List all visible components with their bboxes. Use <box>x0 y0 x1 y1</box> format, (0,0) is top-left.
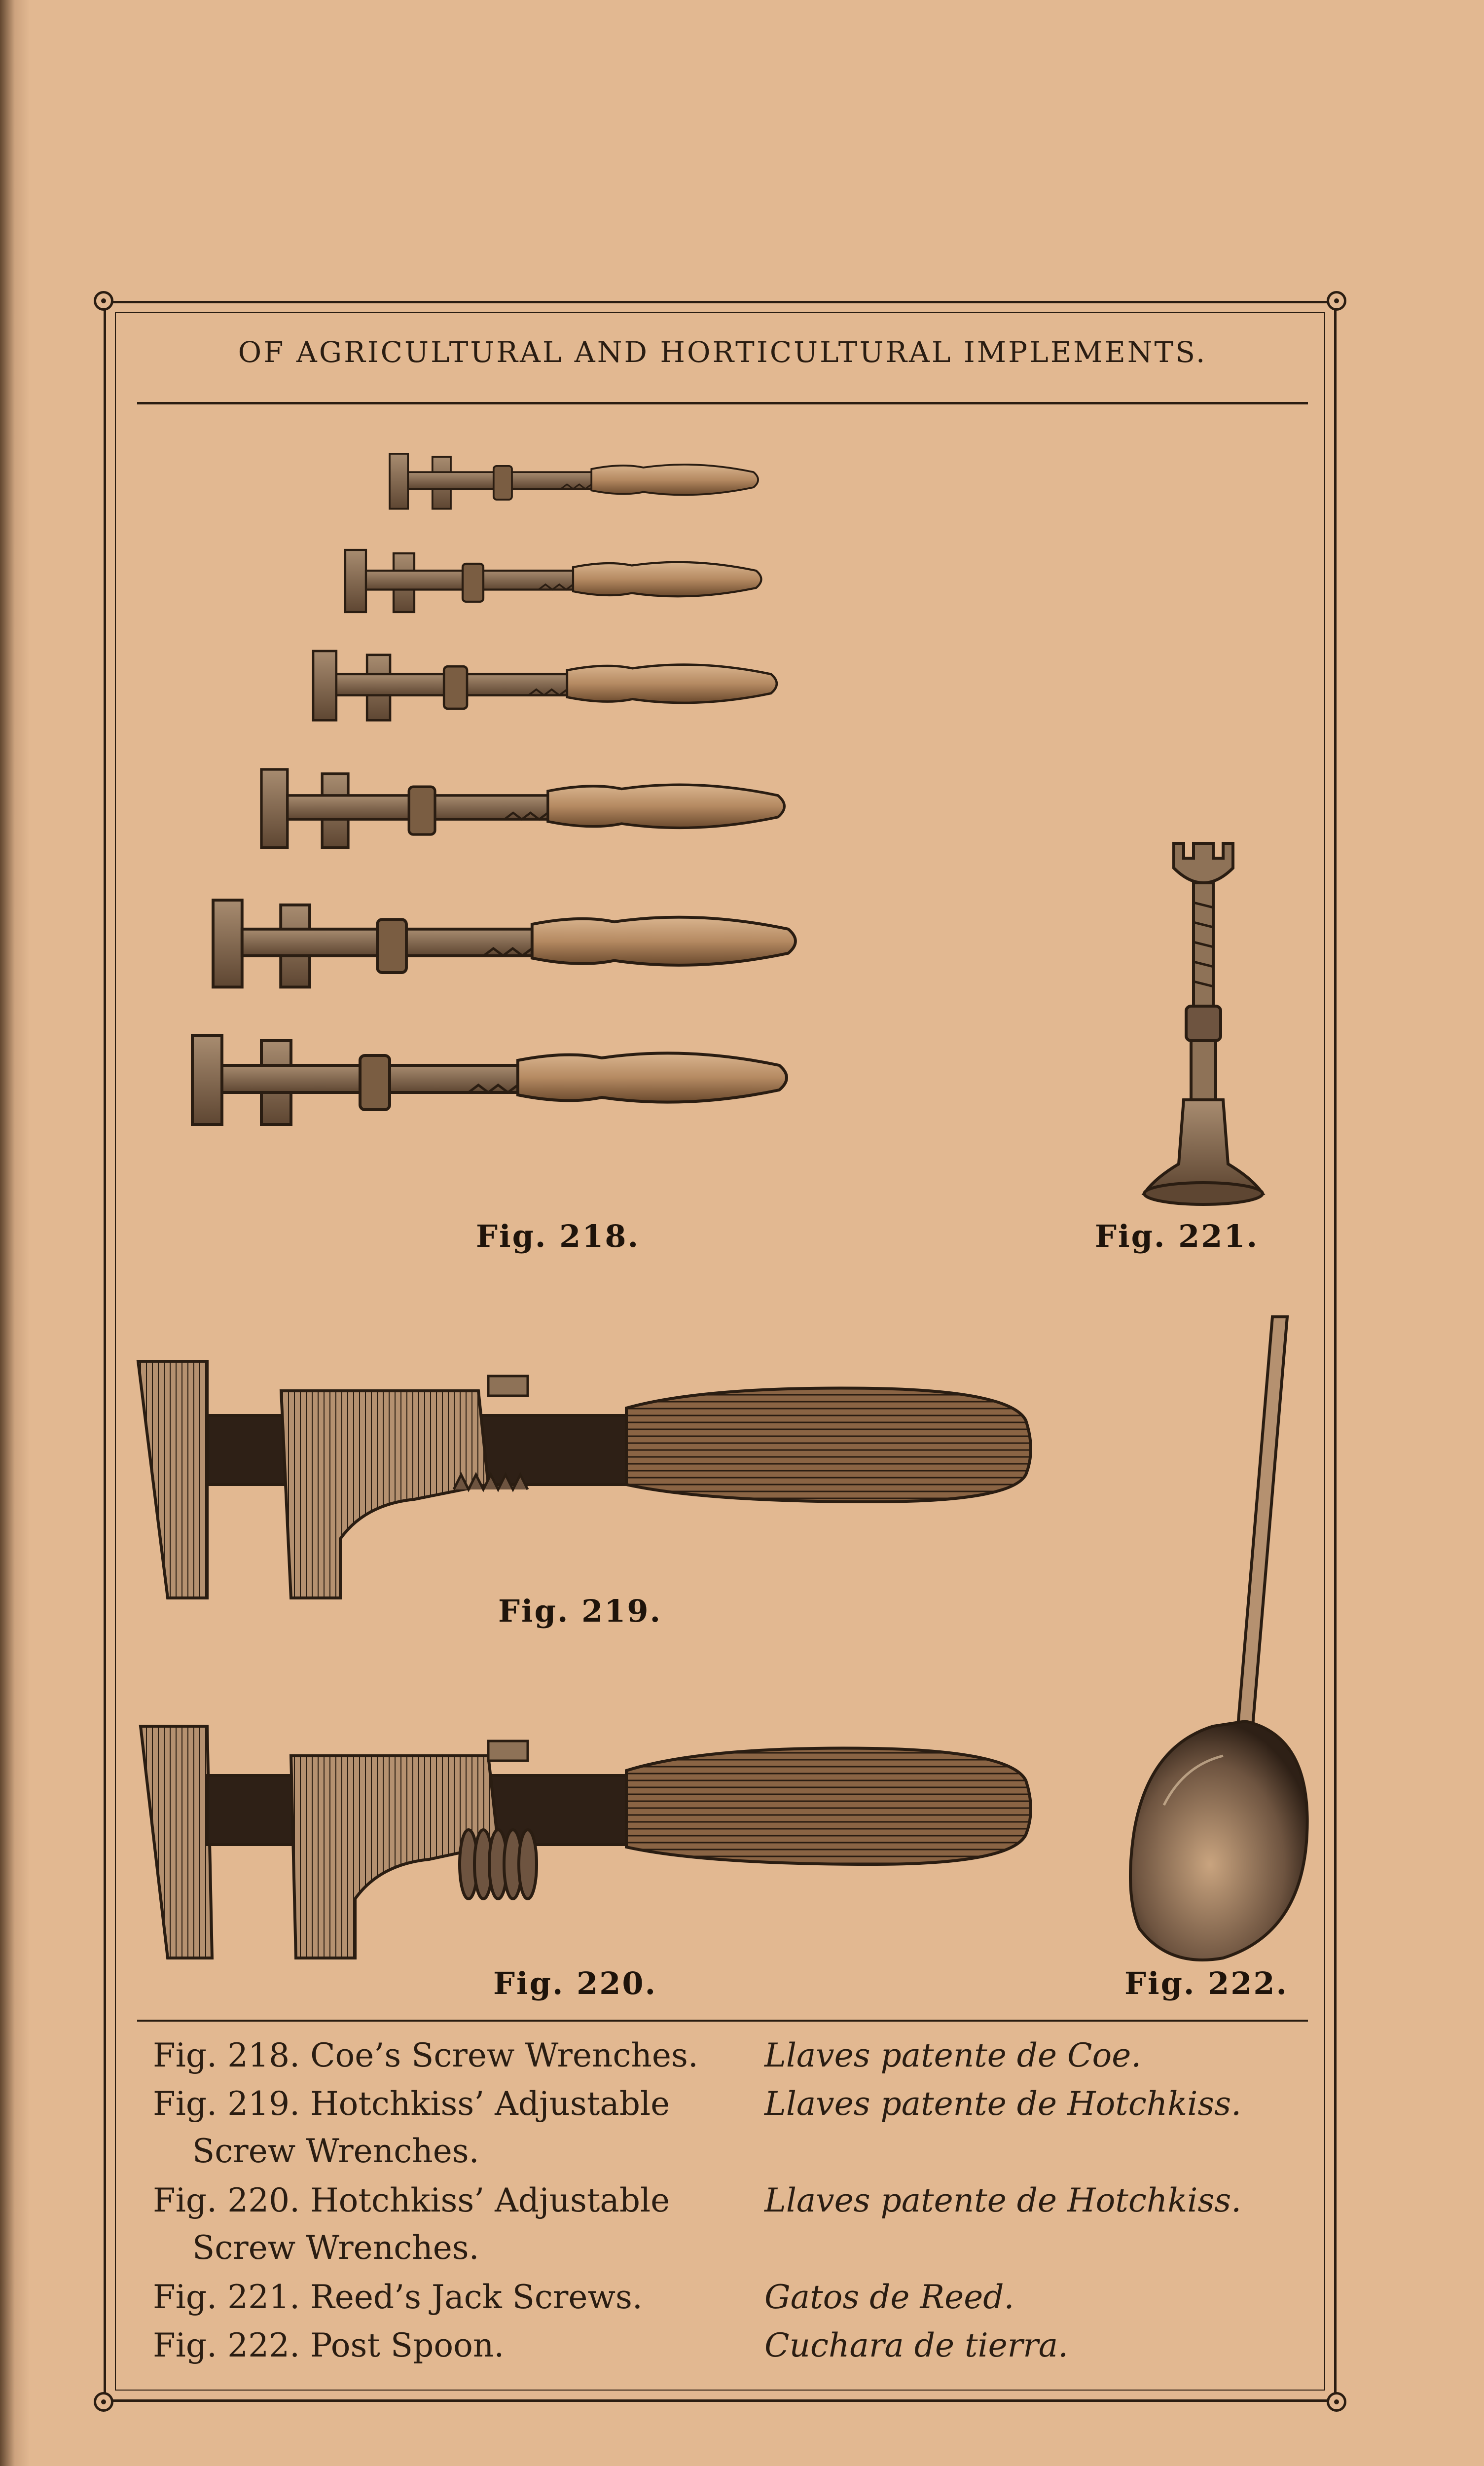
adjustable-wrench-icon <box>133 1716 1046 1973</box>
figure-221 <box>1124 838 1282 1223</box>
post-spoon-icon <box>1124 1312 1332 1968</box>
corner-ornament-top-right <box>1327 291 1346 311</box>
corner-ornament-top-left <box>94 291 113 311</box>
caption-number: Fig. 221. <box>153 2278 300 2316</box>
figure-218-label: Fig. 218. <box>476 1218 640 1254</box>
caption-list <box>153 2032 1307 2370</box>
figure-221-label: Fig. 221. <box>1095 1218 1259 1254</box>
caption-english-continued: Screw Wrenches. <box>192 2229 479 2267</box>
caption-row-222 <box>153 2322 1307 2370</box>
figure-222 <box>1124 1312 1332 1968</box>
caption-english-continued: Screw Wrenches. <box>192 2132 479 2170</box>
caption-number: Fig. 218. <box>153 2036 300 2074</box>
caption-number: Fig. 219. <box>153 2085 300 2123</box>
caption-row-219 <box>153 2080 1307 2177</box>
page-edge-shadow <box>0 0 30 2466</box>
caption-row-218 <box>153 2032 1307 2080</box>
figure-220-label: Fig. 220. <box>493 1965 657 2001</box>
figure-222-label: Fig. 222. <box>1124 1965 1289 2001</box>
header-rule <box>137 402 1308 404</box>
running-head: OF AGRICULTURAL AND HORTICULTURAL IMPLEMENTS. <box>238 335 1207 369</box>
figure-219-label: Fig. 219. <box>498 1593 662 1629</box>
caption-english: Hotchkiss’ Adjustable <box>310 2085 670 2123</box>
screw-wrench-set-icon <box>182 444 981 1243</box>
caption-spanish: Llaves patente de Hotchkiss. <box>764 2181 1242 2219</box>
figure-219 <box>133 1351 1046 1608</box>
caption-spanish: Llaves patente de Coe. <box>764 2036 1142 2074</box>
figure-218 <box>182 444 981 1243</box>
caption-english: Coe’s Screw Wrenches. <box>310 2036 698 2074</box>
caption-number: Fig. 220. <box>153 2181 300 2219</box>
caption-english: Reed’s Jack Screws. <box>310 2278 643 2316</box>
caption-spanish: Cuchara de tierra. <box>764 2326 1069 2364</box>
caption-spanish: Llaves patente de Hotchkiss. <box>764 2085 1242 2123</box>
corner-ornament-bottom-right <box>1327 2392 1346 2412</box>
caption-english: Post Spoon. <box>310 2326 505 2364</box>
adjustable-wrench-icon <box>133 1351 1046 1608</box>
caption-number: Fig. 222. <box>153 2326 300 2364</box>
jack-screw-icon <box>1124 838 1282 1223</box>
figure-220 <box>133 1716 1046 1973</box>
caption-row-220 <box>153 2177 1307 2274</box>
caption-spanish: Gatos de Reed. <box>764 2278 1014 2316</box>
caption-english: Hotchkiss’ Adjustable <box>310 2181 670 2219</box>
corner-ornament-bottom-left <box>94 2392 113 2412</box>
caption-row-221 <box>153 2274 1307 2322</box>
captions-rule <box>137 2020 1308 2022</box>
